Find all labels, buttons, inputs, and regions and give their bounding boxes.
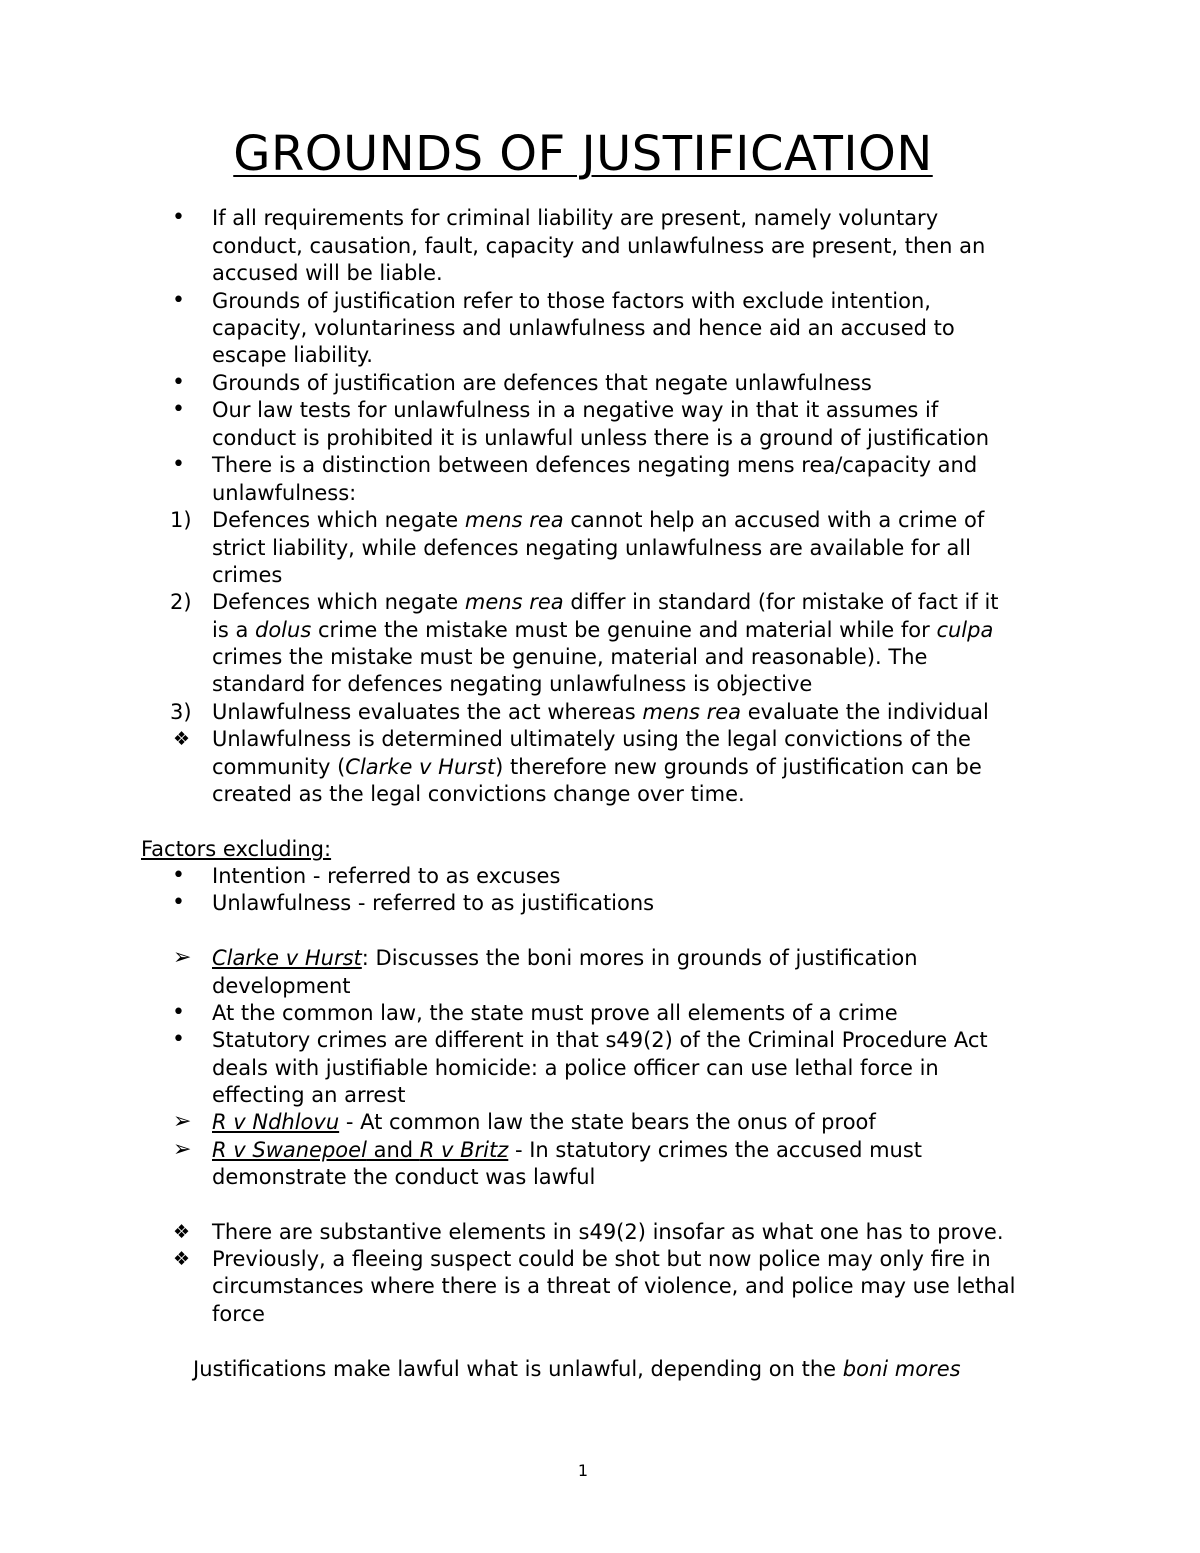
list-item-text: crimes the mistake must be genuine, material and reasonable). The	[212, 645, 928, 669]
list-item	[0, 204, 1200, 232]
list-item-continuation	[0, 753, 1200, 781]
list-item-text: Previously, a fleeing suspect could be shot but now police may only fire in	[212, 1247, 991, 1271]
list-item-text: There is a distinction between defences negating mens rea/capacity and	[212, 453, 978, 477]
list-item	[0, 287, 1200, 315]
conclusion-text: Justifications make lawful what is unlawful, depending on the boni mores	[193, 1357, 961, 1381]
list-item-text: Unlawfulness evaluates the act whereas mens rea evaluate the individual	[212, 700, 989, 724]
arrow-bullet-icon: ➢	[173, 945, 192, 970]
list-item-continuation	[0, 424, 1200, 452]
section-heading	[0, 835, 1200, 863]
diamond-list-item	[0, 1218, 1200, 1246]
numbered-item	[0, 588, 1200, 616]
list-item-continuation	[0, 780, 1200, 808]
diamond-list-item	[0, 725, 1200, 753]
bullet-icon: •	[172, 1027, 185, 1052]
factors-heading: Factors excluding:	[141, 837, 332, 861]
list-item-text: Grounds of justification refer to those factors with exclude intention,	[212, 289, 931, 313]
case-item	[0, 1108, 1200, 1136]
list-item-continuation	[0, 259, 1200, 287]
arrow-bullet-icon: ➢	[173, 1109, 192, 1134]
list-item-text: Defences which negate mens rea cannot help an accused with a crime of	[212, 508, 985, 532]
list-item-text: Defences which negate mens rea differ in standard (for mistake of fact if it	[212, 590, 999, 614]
list-item-text: R v Swanepoel and R v Britz - In statutory crimes the accused must	[212, 1138, 923, 1162]
bullet-icon: •	[172, 370, 185, 395]
bullet-icon: •	[172, 863, 185, 888]
bullet-icon: •	[172, 890, 185, 915]
bullet-icon: •	[172, 1000, 185, 1025]
list-item-text: Clarke v Hurst: Discusses the boni mores in grounds of justification	[212, 946, 918, 970]
list-item-continuation	[0, 1300, 1200, 1328]
numbered-item	[0, 698, 1200, 726]
diamond-bullet-icon: ❖	[173, 1248, 191, 1270]
list-item-text: Grounds of justification are defences that negate unlawfulness	[212, 371, 872, 395]
list-item-text: Unlawfulness is determined ultimately using the legal convictions of the	[212, 727, 971, 751]
item-number: 1)	[170, 508, 192, 532]
case-name: R v Swanepoel	[212, 1138, 367, 1162]
list-item-continuation	[0, 972, 1200, 1000]
list-item-continuation	[0, 232, 1200, 260]
list-item-text: development	[212, 974, 351, 998]
list-item-text: There are substantive elements in s49(2) insofar as what one has to prove.	[212, 1220, 1004, 1244]
diamond-bullet-icon: ❖	[173, 728, 191, 750]
list-item-text: unlawfulness:	[212, 481, 357, 505]
list-item-continuation	[0, 1272, 1200, 1300]
list-item-text: Our law tests for unlawfulness in a negative way in that it assumes if	[212, 398, 939, 422]
list-item-text: Statutory crimes are different in that s49(2) of the Criminal Procedure Act	[212, 1028, 988, 1052]
list-item-text: If all requirements for criminal liability are present, namely voluntary	[212, 206, 939, 230]
list-item-text: deals with justifiable homicide: a police officer can use lethal force in	[212, 1056, 939, 1080]
case-name: Clarke v Hurst	[212, 946, 362, 970]
list-item-continuation	[0, 479, 1200, 507]
list-item-continuation	[0, 643, 1200, 671]
list-item-text: accused will be liable.	[212, 261, 443, 285]
bullet-icon: •	[172, 205, 185, 230]
bullet-icon: •	[172, 288, 185, 313]
list-item-text: R v Ndhlovu - At common law the state bears the onus of proof	[212, 1110, 876, 1134]
list-item-continuation	[0, 534, 1200, 562]
list-item-continuation	[0, 1081, 1200, 1109]
case-name: R v Ndhlovu	[212, 1110, 340, 1134]
numbered-item	[0, 506, 1200, 534]
list-item	[0, 862, 1200, 890]
list-item-text: is a dolus crime the mistake must be genuine and material while for culpa	[212, 618, 994, 642]
list-item-text: conduct is prohibited it is unlawful unless there is a ground of justification	[212, 426, 990, 450]
bullet-icon: •	[172, 397, 185, 422]
list-item-text: crimes	[212, 563, 283, 587]
diamond-list-item	[0, 1245, 1200, 1273]
list-item	[0, 369, 1200, 397]
list-item-text: standard for defences negating unlawfulness is objective	[212, 672, 813, 696]
list-item-continuation	[0, 1163, 1200, 1191]
list-item-text: conduct, causation, fault, capacity and unlawfulness are present, then an	[212, 234, 986, 258]
list-item	[0, 451, 1200, 479]
diamond-bullet-icon: ❖	[173, 1221, 191, 1243]
arrow-bullet-icon: ➢	[173, 1137, 192, 1162]
list-item-text: escape liability.	[212, 343, 373, 367]
list-item-continuation	[0, 1054, 1200, 1082]
list-item-continuation	[0, 616, 1200, 644]
list-item	[0, 1026, 1200, 1054]
list-item-text: Intention - referred to as excuses	[212, 864, 561, 888]
list-item-text: effecting an arrest	[212, 1083, 406, 1107]
list-item	[0, 999, 1200, 1027]
list-item-text: force	[212, 1302, 265, 1326]
item-number: 3)	[170, 700, 192, 724]
item-number: 2)	[170, 590, 192, 614]
list-item-continuation	[0, 314, 1200, 342]
list-item-text: At the common law, the state must prove all elements of a crime	[212, 1001, 898, 1025]
conclusion-line	[0, 1355, 1200, 1383]
list-item-text: created as the legal convictions change over time.	[212, 782, 745, 806]
list-item-continuation	[0, 341, 1200, 369]
list-item-text: demonstrate the conduct was lawful	[212, 1165, 596, 1189]
list-item-text: community (Clarke v Hurst) therefore new grounds of justification can be	[212, 755, 982, 779]
list-item-text: capacity, voluntariness and unlawfulness and hence aid an accused to	[212, 316, 955, 340]
list-item	[0, 889, 1200, 917]
case-item	[0, 1136, 1200, 1164]
list-item-text: circumstances where there is a threat of violence, and police may use lethal	[212, 1274, 1016, 1298]
list-item-text: strict liability, while defences negating unlawfulness are available for all	[212, 536, 972, 560]
case-item	[0, 944, 1200, 972]
list-item-continuation	[0, 561, 1200, 589]
bullet-icon: •	[172, 452, 185, 477]
page-number: 1	[577, 1461, 589, 1480]
list-item	[0, 396, 1200, 424]
page-title: GROUNDS OF JUSTIFICATION	[233, 126, 933, 182]
case-name: R v Britz	[419, 1138, 509, 1162]
list-item-text: Unlawfulness - referred to as justifications	[212, 891, 655, 915]
list-item-continuation	[0, 670, 1200, 698]
